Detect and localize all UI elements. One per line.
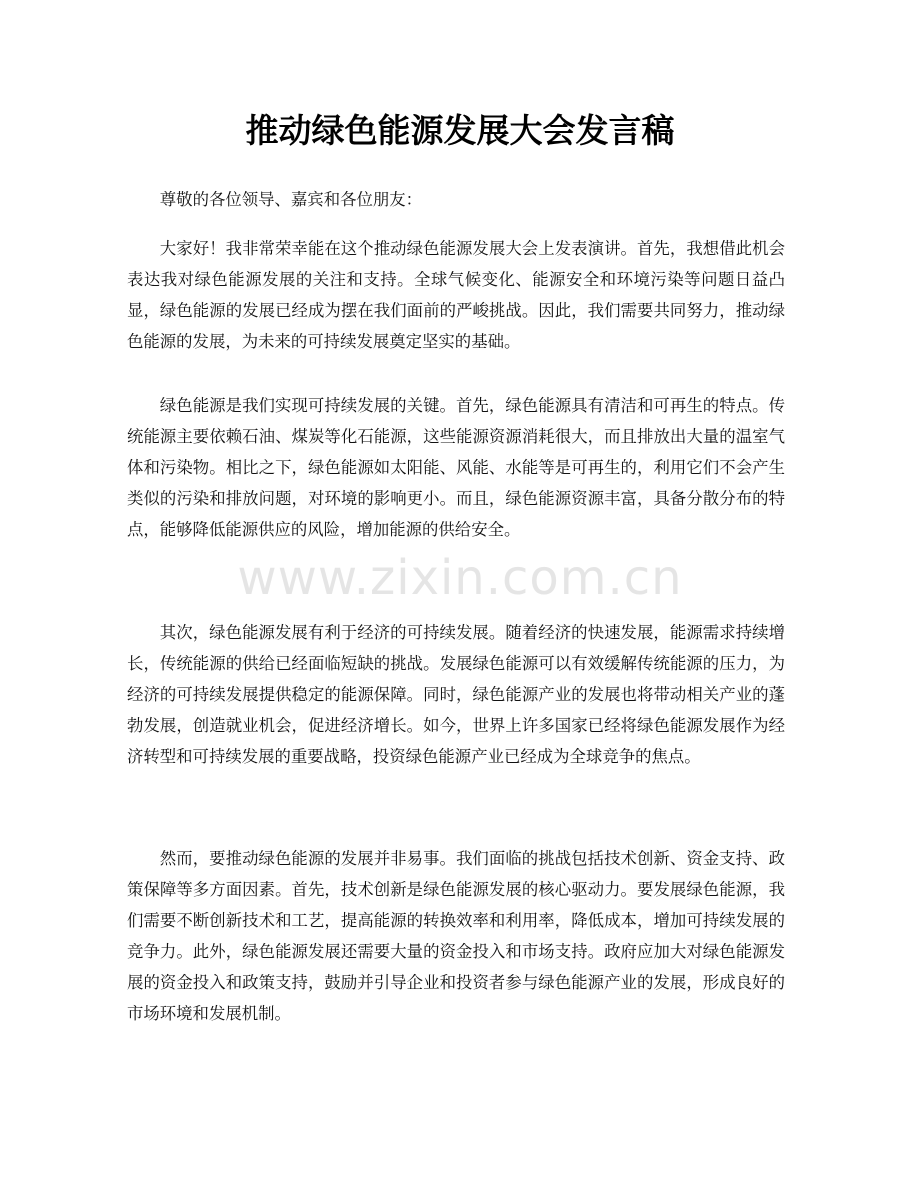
paragraph-4: 然而，要推动绿色能源的发展并非易事。我们面临的挑战包括技术创新、资金支持、政策保障等多方面因素。首先，技术创新是绿色能源发展的核心驱动力。要发展绿色能源，我们需要不断创新技术和工艺，提高能源的转换效率和利用率，降低成本，增加可持续发展的竞争力。此外，绿色能源发展还需要大量的资金投入和市场支持。政府应加大对绿色能源发展的资金投入和政策支持，鼓励并引导企业和投资者参与绿色能源产业的发展，形成良好的市场环境和发展机制。 [127,849,785,1023]
paragraph-1: 大家好！我非常荣幸能在这个推动绿色能源发展大会上发表演讲。首先，我想借此机会表达我对绿色能源发展的关注和支持。全球气候变化、能源安全和环境污染等问题日益凸显，绿色能源的发展已经成为摆在我们面前的严峻挑战。因此，我们需要共同努力，推动绿色能源的发展，为未来的可持续发展奠定坚实的基础。 [127,239,785,351]
paragraph-3: 其次，绿色能源发展有利于经济的可持续发展。随着经济的快速发展，能源需求持续增长，传统能源的供给已经面临短缺的挑战。发展绿色能源可以有效缓解传统能源的压力，为经济的可持续发展提供稳定的能源保障。同时，绿色能源产业的发展也将带动相关产业的蓬勃发展，创造就业机会，促进经济增长。如今，世界上许多国家已经将绿色能源发展作为经济转型和可持续发展的重要战略，投资绿色能源产业已经成为全球竞争的焦点。 [127,623,785,766]
watermark: www.zixin.com.cn [237,550,683,606]
document-title: 推动绿色能源发展大会发言稿 [245,111,675,150]
paragraph-2: 绿色能源是我们实现可持续发展的关键。首先，绿色能源具有清洁和可再生的特点。传统能源主要依赖石油、煤炭等化石能源，这些能源资源消耗很大，而且排放出大量的温室气体和污染物。相比之下，绿色能源如太阳能、风能、水能等是可再生的，利用它们不会产生类似的污染和排放问题，对环境的影响更小。而且，绿色能源资源丰富，具备分散分布的特点，能够降低能源供应的风险，增加能源的供给安全。 [127,396,785,539]
greeting: 尊敬的各位领导、嘉宾和各位朋友： [159,190,423,209]
